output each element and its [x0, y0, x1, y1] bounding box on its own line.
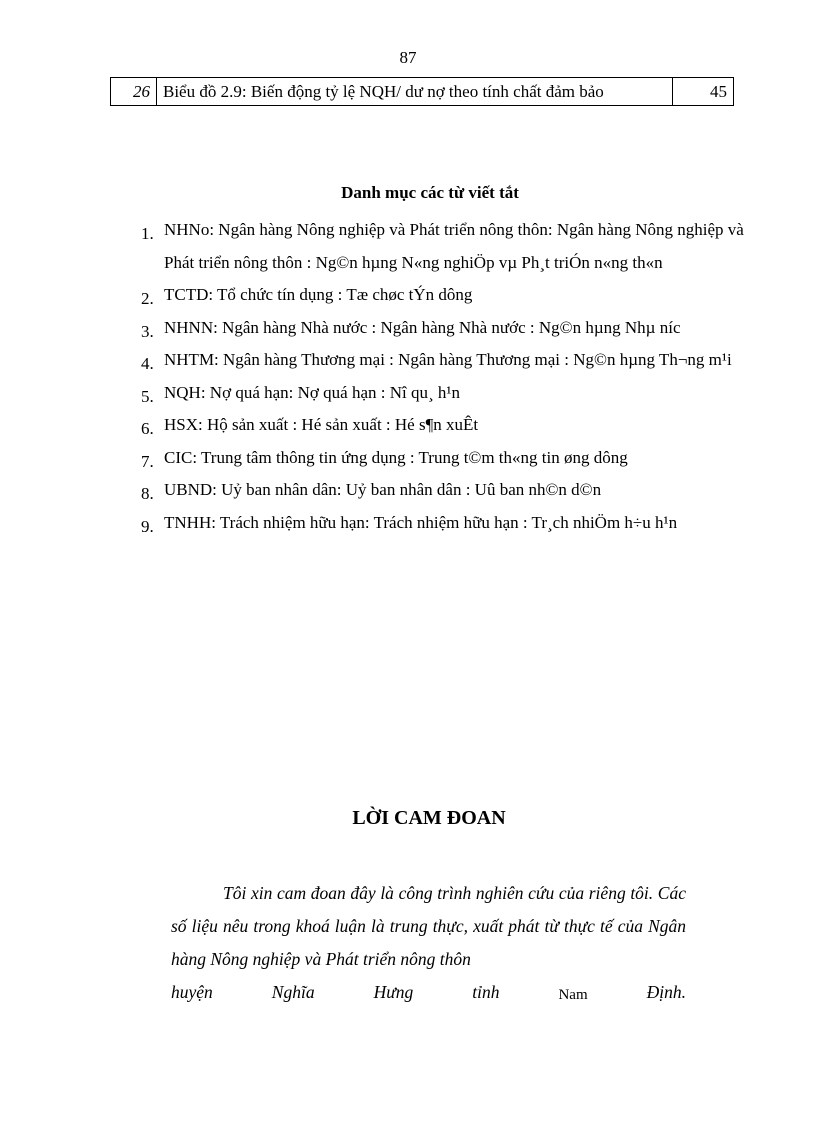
list-item	[134, 344, 744, 377]
list-item-text: CIC: Trung tâm thông tin ứng dụng : Trung t©m th«ng tin øng dông	[164, 447, 628, 467]
list-item-text: NQH: Nợ quá hạn: Nợ quá hạn : Nî qu¸ h¹n	[164, 382, 460, 402]
toc-item-page: 45	[673, 78, 734, 106]
list-item-number: 1.	[141, 224, 154, 243]
list-item-text: NHTM: Ngân hàng Thương mại : Ngân hàng Thương mại : Ng©n hµng Th¬ng m¹i	[164, 350, 732, 369]
list-item-number: 3.	[141, 321, 154, 341]
pledge-body: Tôi xin cam đoan đây là công trình nghiên cứu của riêng tôi. Các số liệu nêu trong khoá luận là trung thực, xuất phát từ thực tế của Ngân hàng Nông nghiệp và Phát triển nông thôn	[171, 883, 686, 969]
list-item-number: 2.	[141, 289, 154, 308]
pledge-last-line	[171, 976, 686, 1009]
list-item-text: NHNo: Ngân hàng Nông nghiệp và Phát triển nông thôn: Ngân hàng Nông nghiệp và Phát triển nông thôn : Ng©n hµng N«ng nghiÖp vµ Ph¸t triÓn n«ng th«n	[164, 220, 744, 272]
list-item-number: 6.	[141, 419, 154, 438]
list-item	[134, 442, 744, 475]
pledge-heading: LỜI CAM ĐOAN	[352, 807, 506, 829]
list-item-number: 9.	[141, 516, 154, 536]
list-item	[134, 312, 744, 345]
pledge-word: Định.	[646, 982, 686, 1002]
list-item-number: 5.	[141, 386, 154, 406]
pledge-word: Nam	[558, 987, 588, 1003]
list-item-text: UBND: Uỷ ban nhân dân: Uỷ ban nhân dân : Uû ban nh©n d©n	[164, 480, 602, 499]
list-item	[134, 214, 744, 279]
list-item	[134, 279, 744, 312]
abbreviations-heading: Danh mục các từ viết tắt	[341, 183, 519, 202]
table-row	[111, 78, 734, 106]
pledge-word: Nghĩa	[271, 982, 315, 1002]
list-item-text: HSX: Hộ sản xuất : Hé sản xuất : Hé s¶n xuÊt	[164, 415, 479, 434]
toc-table	[110, 77, 734, 106]
page-number: 87	[399, 48, 417, 67]
list-item-number: 7.	[141, 451, 154, 471]
list-item	[134, 474, 744, 507]
pledge-word: Hưng	[373, 982, 414, 1002]
pledge-word: tỉnh	[472, 982, 500, 1002]
toc-item-number: 26	[111, 78, 157, 106]
toc-item-title: Biểu đồ 2.9: Biến động tỷ lệ NQH/ dư nợ theo tính chất đảm bảo	[157, 78, 673, 106]
list-item	[134, 507, 744, 540]
list-item-number: 4.	[141, 354, 154, 373]
list-item-text: NHNN: Ngân hàng Nhà nước : Ngân hàng Nhà nước : Ng©n hµng Nhµ níc	[164, 317, 681, 337]
pledge-word: huyện	[171, 982, 213, 1002]
list-item	[134, 377, 744, 410]
list-item	[134, 409, 744, 442]
list-item-text: TCTD: Tổ chức tín dụng : Tæ chøc tÝn dông	[164, 285, 473, 304]
abbreviations-list	[134, 214, 744, 539]
pledge-paragraph	[171, 877, 686, 1009]
list-item-text: TNHH: Trách nhiệm hữu hạn: Trách nhiệm hữu hạn : Tr¸ch nhiÖm h÷u h¹n	[164, 512, 678, 532]
list-item-number: 8.	[141, 484, 154, 503]
